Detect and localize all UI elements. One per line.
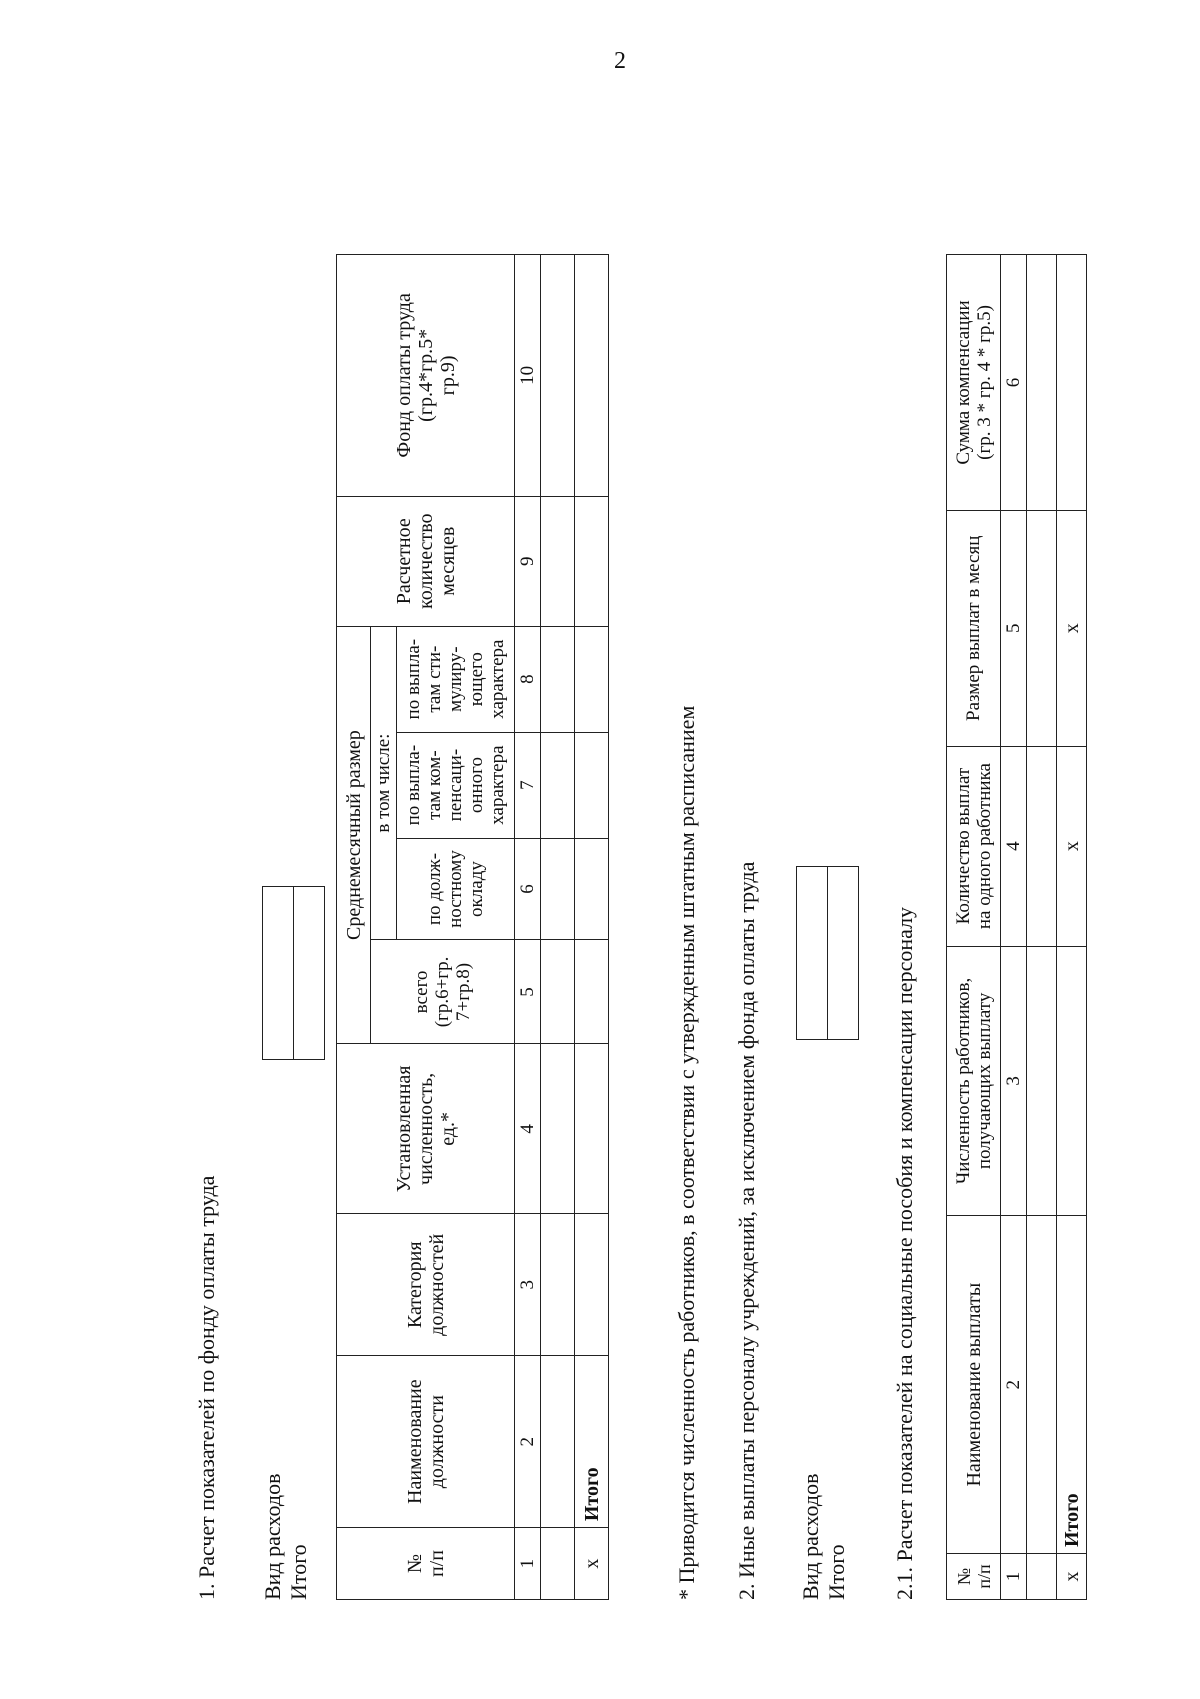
hdr21-num: № п/п: [947, 1554, 1001, 1600]
colnum21-6: 6: [1001, 255, 1027, 511]
hdr-num: № п/п: [337, 1528, 515, 1600]
hdr-compensation: по выпла- там ком- пенсаци- онного характера: [397, 732, 515, 838]
hdr21-monthly-amount: Размер выплат в месяц: [947, 510, 1001, 746]
total21-mark: х: [1057, 1554, 1087, 1600]
kind-box-cell: [797, 867, 828, 1040]
hdr-months: Расчетное количество месяцев: [337, 496, 515, 626]
colnum-9: 9: [515, 496, 541, 626]
section1-footnote: * Приводится численность работников, в соответствии с утвержденным штатным расписанием: [674, 705, 699, 1600]
hdr-headcount: Установленная численность, ед.*: [337, 1044, 515, 1214]
colnum21-2: 2: [1001, 1216, 1027, 1554]
colnum21-4: 4: [1001, 746, 1027, 946]
section2-total-label: Итого: [824, 1544, 849, 1600]
hdr21-payment-name: Наименование выплаты: [947, 1216, 1001, 1554]
colnum-2: 2: [515, 1356, 541, 1528]
section1-kind-label: Вид расходов: [260, 1473, 285, 1600]
kind-box-total-cell: [828, 867, 859, 1040]
colnum-6: 6: [515, 838, 541, 940]
total21-col4: х: [1057, 746, 1087, 946]
section21-table: [946, 254, 1087, 1600]
section21-column-numbers-row: [1001, 255, 1027, 1600]
colnum21-5: 5: [1001, 510, 1027, 746]
colnum-10: 10: [515, 255, 541, 497]
total-mark: х: [575, 1528, 609, 1600]
hdr-category: Категория должностей: [337, 1214, 515, 1356]
colnum21-3: 3: [1001, 946, 1027, 1216]
hdr-including: в том числе:: [371, 626, 397, 940]
kind-box-total-cell: [294, 887, 325, 1060]
total21-label: Итого: [1057, 1216, 1087, 1554]
hdr21-compensation-sum: Сумма компенсации (гр. 3 * гр. 4 * гр.5): [947, 255, 1001, 511]
landscape-content: [180, 100, 1200, 1600]
page-number: 2: [614, 48, 626, 74]
hdr-stimulating: по выпла- там сти- мулиру- ющего характера: [397, 626, 515, 732]
section1-total-label: Итого: [286, 1544, 311, 1600]
section2-kind-box: [796, 866, 859, 1040]
hdr-total: всего (гр.6+гр. 7+гр.8): [371, 940, 515, 1044]
hdr-avg-monthly: Среднемесячный размер: [337, 626, 371, 1044]
colnum-4: 4: [515, 1044, 541, 1214]
hdr-salary: по долж- ностному окладу: [397, 838, 515, 940]
colnum-1: 1: [515, 1528, 541, 1600]
hdr-fund: Фонд оплаты труда (гр.4*гр.5* гр.9): [337, 255, 515, 497]
total-label: Итого: [575, 1356, 609, 1528]
hdr21-payments-per-worker: Количество выплат на одного работника: [947, 746, 1001, 946]
total21-col5: х: [1057, 510, 1087, 746]
colnum-5: 5: [515, 940, 541, 1044]
column-numbers-row: [515, 255, 541, 1600]
section21-title: 2.1. Расчет показателей на социальные пособия и компенсации персоналу: [892, 906, 917, 1600]
kind-box-cell: [263, 887, 294, 1060]
hdr21-recipients: Численность работников, получающих выплату: [947, 946, 1001, 1216]
section2-kind-label: Вид расходов: [798, 1473, 823, 1600]
colnum-8: 8: [515, 626, 541, 732]
section1-kind-box: [262, 886, 325, 1060]
section1-table: [336, 254, 609, 1600]
section2-title: 2. Иные выплаты персоналу учреждений, за исключением фонда оплаты труда: [734, 861, 759, 1600]
colnum-7: 7: [515, 732, 541, 838]
section21-total-row: [1057, 255, 1087, 1600]
empty-row: [541, 255, 575, 1600]
section1-title: 1. Расчет показателей по фонду оплаты труда: [194, 1175, 219, 1600]
hdr-position-name: Наименование должности: [337, 1356, 515, 1528]
colnum-3: 3: [515, 1214, 541, 1356]
colnum21-1: 1: [1001, 1554, 1027, 1600]
total-row: [575, 255, 609, 1600]
section21-empty-row: [1027, 255, 1057, 1600]
